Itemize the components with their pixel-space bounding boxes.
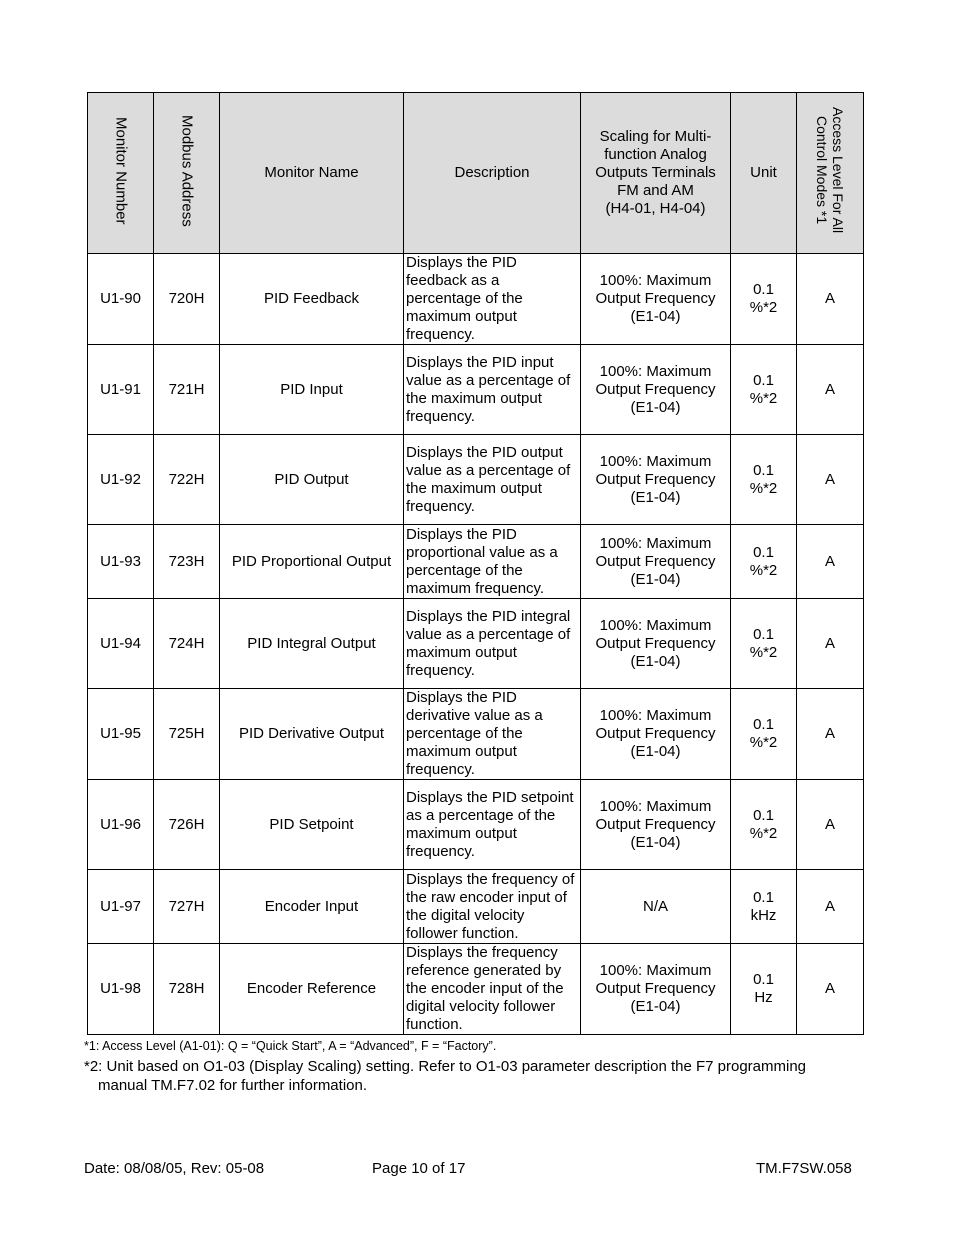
header-scaling: Scaling for Multi- function Analog Outputs Terminals FM and AM (H4-01, H4-04) <box>581 93 731 254</box>
header-row <box>88 93 864 254</box>
cell-monitor-number: U1-91 <box>88 345 154 435</box>
table-row <box>88 254 864 345</box>
unit-line: 0.1 <box>753 971 774 988</box>
scaling-line: Output Frequency <box>595 980 716 997</box>
cell-monitor-name: Encoder Reference <box>220 944 404 1035</box>
cell-modbus-address: 726H <box>154 780 220 870</box>
unit-line: %*2 <box>749 389 778 407</box>
cell-access-level: A <box>797 944 864 1035</box>
cell-access-level: A <box>797 254 864 345</box>
cell-modbus-address: 723H <box>154 525 220 599</box>
cell-access-level: A <box>797 345 864 435</box>
scaling-line: (E1-04) <box>630 652 681 670</box>
cell-unit <box>731 870 797 944</box>
footnote-2 <box>84 1057 864 1095</box>
cell-access-level: A <box>797 599 864 689</box>
cell-monitor-name: PID Feedback <box>220 254 404 345</box>
scaling-line: 100%: Maximum <box>599 362 712 380</box>
unit-line: %*2 <box>749 299 778 316</box>
monitor-table <box>87 92 864 1035</box>
scaling-line: Output Frequency <box>595 470 716 488</box>
cell-scaling <box>581 435 731 525</box>
scaling-line: Output Frequency <box>595 552 716 570</box>
cell-unit <box>731 689 797 780</box>
cell-monitor-name: PID Setpoint <box>220 780 404 870</box>
scaling-line: (E1-04) <box>630 998 681 1015</box>
header-monitor-name: Monitor Name <box>220 93 404 254</box>
scaling-line: (E1-04) <box>630 833 681 851</box>
cell-unit <box>731 254 797 345</box>
cell-monitor-number: U1-94 <box>88 599 154 689</box>
scaling-line: Output Frequency <box>595 290 716 307</box>
unit-line: 0.1 <box>753 371 774 389</box>
cell-description: Displays the PID setpoint as a percentage of the maximum output frequency. <box>404 780 581 870</box>
scaling-line: (E1-04) <box>630 743 681 760</box>
cell-description: Displays the PID proportional value as a percentage of the maximum frequency. <box>404 525 581 599</box>
cell-monitor-name: Encoder Input <box>220 870 404 944</box>
unit-line: 0.1 <box>753 888 774 906</box>
cell-monitor-number: U1-98 <box>88 944 154 1035</box>
scaling-line: 100%: Maximum <box>599 707 712 724</box>
cell-scaling <box>581 870 731 944</box>
cell-scaling <box>581 689 731 780</box>
table-row <box>88 944 864 1035</box>
scaling-line: (E1-04) <box>630 398 681 416</box>
cell-unit <box>731 599 797 689</box>
cell-description: Displays the frequency reference generated by the encoder input of the digital velocity follower function. <box>404 944 581 1035</box>
cell-monitor-number: U1-92 <box>88 435 154 525</box>
scaling-line: (E1-04) <box>630 308 681 325</box>
scaling-line: Output Frequency <box>595 634 716 652</box>
cell-scaling <box>581 944 731 1035</box>
unit-line: Hz <box>754 989 773 1006</box>
cell-monitor-name: PID Integral Output <box>220 599 404 689</box>
cell-description: Displays the frequency of the raw encoder input of the digital velocity follower function. <box>404 870 581 944</box>
scaling-line: 100%: Maximum <box>599 534 712 552</box>
scaling-line: N/A <box>642 897 668 915</box>
cell-scaling <box>581 345 731 435</box>
footer-date: Date: 08/08/05, Rev: 05-08 <box>84 1160 265 1177</box>
unit-line: 0.1 <box>753 625 774 643</box>
cell-monitor-name: PID Output <box>220 435 404 525</box>
cell-scaling <box>581 254 731 345</box>
cell-description: Displays the PID input value as a percentage of the maximum output frequency. <box>404 345 581 435</box>
cell-description: Displays the PID derivative value as a percentage of the maximum output frequency. <box>404 689 581 780</box>
table-row <box>88 599 864 689</box>
footnote-1: *1: Access Level (A1-01): Q = “Quick Start”, A = “Advanced”, F = “Factory”. <box>84 1039 497 1053</box>
cell-monitor-name: PID Derivative Output <box>220 689 404 780</box>
scaling-line: 100%: Maximum <box>599 962 712 979</box>
unit-line: 0.1 <box>753 461 774 479</box>
footnote-2-line-1: *2: Unit based on O1-03 (Display Scaling) setting. Refer to O1-03 parameter description the F7 programming <box>84 1058 807 1075</box>
unit-line: %*2 <box>749 643 778 661</box>
header-monitor-number: Monitor Number <box>88 93 154 254</box>
table-row <box>88 435 864 525</box>
cell-monitor-number: U1-97 <box>88 870 154 944</box>
unit-line: %*2 <box>749 824 778 842</box>
cell-monitor-name: PID Input <box>220 345 404 435</box>
cell-monitor-number: U1-96 <box>88 780 154 870</box>
header-modbus-address: Modbus Address <box>154 93 220 254</box>
cell-monitor-number: U1-93 <box>88 525 154 599</box>
cell-scaling <box>581 780 731 870</box>
cell-modbus-address: 727H <box>154 870 220 944</box>
cell-access-level: A <box>797 525 864 599</box>
cell-monitor-number: U1-95 <box>88 689 154 780</box>
cell-scaling <box>581 599 731 689</box>
table-row <box>88 870 864 944</box>
scaling-line: Output Frequency <box>595 380 716 398</box>
unit-line: %*2 <box>749 561 778 579</box>
cell-unit <box>731 944 797 1035</box>
scaling-line: (E1-04) <box>630 570 681 588</box>
cell-description: Displays the PID output value as a percentage of the maximum output frequency. <box>404 435 581 525</box>
table-row <box>88 345 864 435</box>
unit-line: 0.1 <box>753 543 774 561</box>
unit-line: kHz <box>750 906 777 924</box>
table-row <box>88 780 864 870</box>
scaling-line: Output Frequency <box>595 725 716 742</box>
cell-description: Displays the PID feedback as a percentage of the maximum output frequency. <box>404 254 581 345</box>
cell-access-level: A <box>797 780 864 870</box>
cell-unit <box>731 780 797 870</box>
footnote-2-line-2: manual TM.F7.02 for further information. <box>98 1077 368 1094</box>
unit-line: 0.1 <box>753 806 774 824</box>
cell-unit <box>731 435 797 525</box>
scaling-line: Output Frequency <box>595 815 716 833</box>
header-access-level: Access Level For All Control Modes *1 <box>797 93 864 254</box>
footer-page-number: Page 10 of 17 <box>372 1160 466 1177</box>
scaling-line: 100%: Maximum <box>599 797 712 815</box>
cell-description: Displays the PID integral value as a percentage of maximum output frequency. <box>404 599 581 689</box>
cell-modbus-address: 720H <box>154 254 220 345</box>
cell-access-level: A <box>797 870 864 944</box>
cell-scaling <box>581 525 731 599</box>
cell-access-level: A <box>797 689 864 780</box>
cell-modbus-address: 725H <box>154 689 220 780</box>
cell-modbus-address: 724H <box>154 599 220 689</box>
footer-doc-id: TM.F7SW.058 <box>756 1160 852 1177</box>
table-row <box>88 689 864 780</box>
scaling-line: 100%: Maximum <box>599 616 712 634</box>
unit-line: 0.1 <box>753 281 774 298</box>
header-unit: Unit <box>731 93 797 254</box>
cell-monitor-name: PID Proportional Output <box>220 525 404 599</box>
cell-modbus-address: 721H <box>154 345 220 435</box>
cell-monitor-number: U1-90 <box>88 254 154 345</box>
table-body <box>88 254 864 1035</box>
cell-access-level: A <box>797 435 864 525</box>
unit-line: %*2 <box>749 734 778 751</box>
cell-unit <box>731 525 797 599</box>
cell-modbus-address: 722H <box>154 435 220 525</box>
header-description: Description <box>404 93 581 254</box>
unit-line: %*2 <box>749 479 778 497</box>
scaling-line: 100%: Maximum <box>599 452 712 470</box>
unit-line: 0.1 <box>753 716 774 733</box>
table-row <box>88 525 864 599</box>
cell-modbus-address: 728H <box>154 944 220 1035</box>
scaling-line: (E1-04) <box>630 488 681 506</box>
cell-unit <box>731 345 797 435</box>
scaling-line: 100%: Maximum <box>599 272 712 289</box>
